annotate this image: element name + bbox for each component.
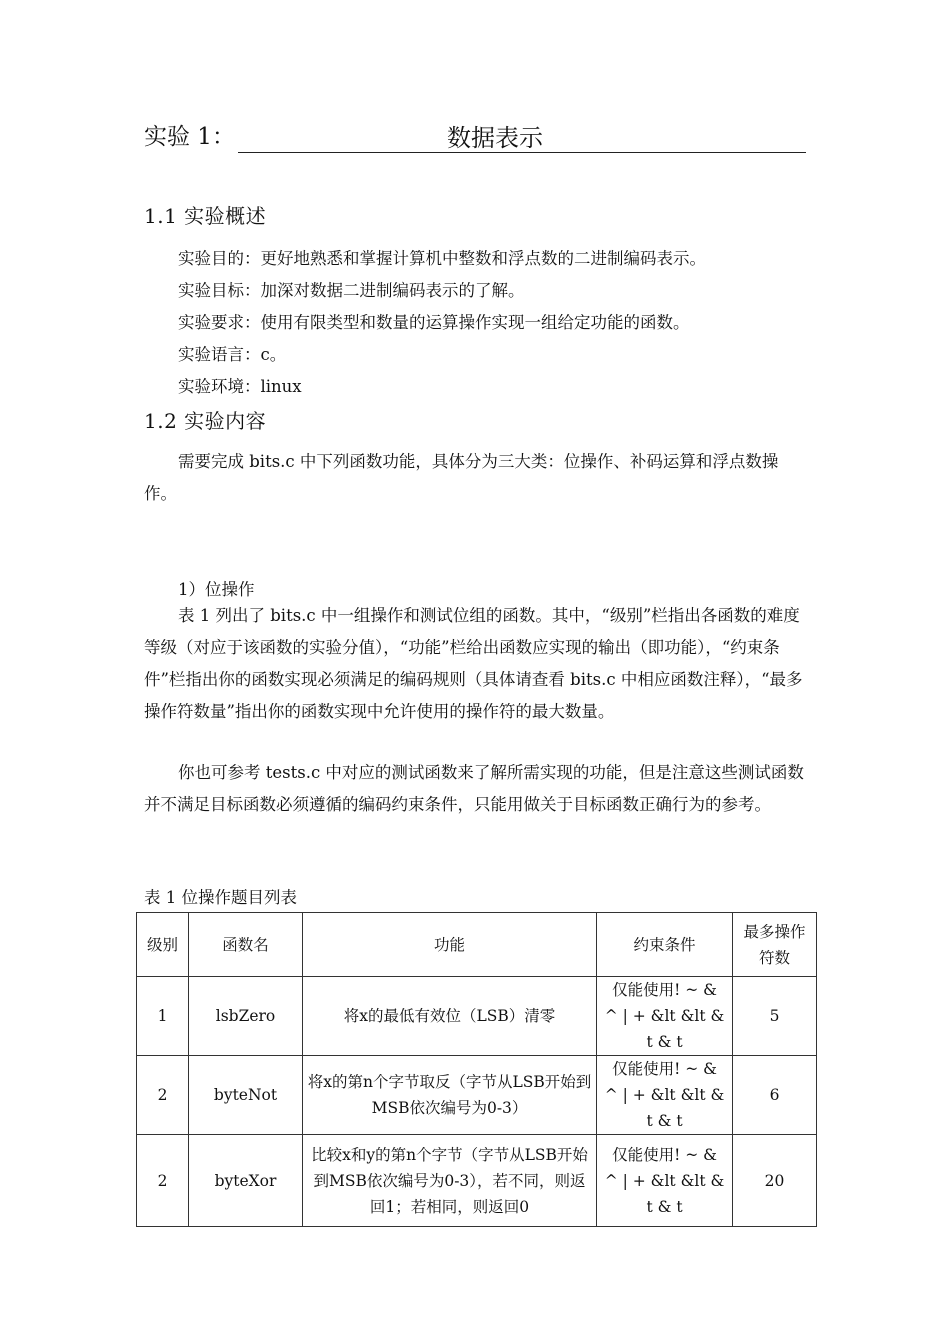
paragraph-tests-reference: 你也可参考 tests.c 中对应的测试函数来了解所需实现的功能，但是注意这些测试函数并不满足目标函数必须遵循的编码约束条件，只能用做关于目标函数正确行为的参考。 [144, 763, 804, 814]
cell-function-name: byteXor [189, 1135, 303, 1227]
chapter-title [144, 116, 806, 156]
cell-constraints [597, 977, 733, 1056]
cell-function-name: lsbZero [189, 977, 303, 1056]
constraint-line-1: 仅能使用! ~ & [612, 1060, 717, 1078]
constraint-line-1: 仅能使用! ~ & [612, 1145, 717, 1164]
header-level: 级别 [137, 913, 189, 977]
constraint-line-2: ^ | + &lt &lt & t & t [604, 1086, 725, 1130]
title-underline [238, 152, 806, 153]
cell-max-ops: 20 [733, 1135, 817, 1227]
section-1-heading: 1.1 实验概述 [144, 204, 267, 228]
cell-function: 将x的最低有效位（LSB）清零 [303, 977, 597, 1056]
table-caption: 表 1 位操作题目列表 [144, 888, 297, 907]
overview-line-language: 实验语言：c。 [178, 345, 287, 364]
table-row [137, 1056, 817, 1135]
overview-line-requirement: 实验要求：使用有限类型和数量的运算操作实现一组给定功能的函数。 [178, 313, 690, 332]
overview-line-goal: 实验目标：加深对数据二进制编码表示的了解。 [178, 281, 525, 300]
cell-function: 比较x和y的第n个字节（字节从LSB开始到MSB依次编号为0-3），若不同，则返回1；若相同，则返回0 [303, 1135, 597, 1227]
header-constraints: 约束条件 [597, 913, 733, 977]
cell-function-name: byteNot [189, 1056, 303, 1135]
chapter-heading: 数据表示 [447, 124, 543, 152]
cell-constraints [597, 1135, 733, 1227]
subsection-heading: 1）位操作 [178, 580, 255, 599]
header-max-ops: 最多操作符数 [733, 913, 817, 977]
constraint-line-2: ^ | + &lt &lt & t & t [604, 1007, 725, 1051]
cell-level: 2 [137, 1056, 189, 1135]
table-header-row [137, 913, 817, 977]
table-row [137, 1135, 817, 1227]
header-function: 功能 [303, 913, 597, 977]
constraint-line-1: 仅能使用! ~ & [612, 981, 717, 999]
cell-level: 1 [137, 977, 189, 1056]
section-2-heading: 1.2 实验内容 [144, 409, 267, 433]
header-function-name: 函数名 [189, 913, 303, 977]
cell-level: 2 [137, 1135, 189, 1227]
cell-max-ops: 6 [733, 1056, 817, 1135]
table-row [137, 977, 817, 1056]
overview-line-purpose: 实验目的：更好地熟悉和掌握计算机中整数和浮点数的二进制编码表示。 [178, 249, 706, 268]
section-2-intro: 需要完成 bits.c 中下列函数功能，具体分为三大类：位操作、补码运算和浮点数操作。 [144, 452, 779, 503]
cell-constraints [597, 1056, 733, 1135]
constraint-line-2: ^ | + &lt &lt & t & t [604, 1171, 725, 1216]
cell-function: 将x的第n个字节取反（字节从LSB开始到MSB依次编号为0-3） [303, 1056, 597, 1135]
paragraph-table-description: 表 1 列出了 bits.c 中一组操作和测试位组的函数。其中，“级别”栏指出各函数的难度等级（对应于该函数的实验分值），“功能”栏给出函数应实现的输出（即功能），“约束条件”栏指出你的函数实现必须满足的编码规则（具体请查看 bits.c 中相应函数注释），“最多操作符数量”指出你的函数实现中允许使用的操作符的最大数量。 [144, 606, 803, 721]
overview-line-environment: 实验环境：linux [178, 377, 302, 396]
bit-ops-table [136, 912, 817, 1227]
cell-max-ops: 5 [733, 977, 817, 1056]
chapter-label: 实验 1： [144, 124, 235, 150]
